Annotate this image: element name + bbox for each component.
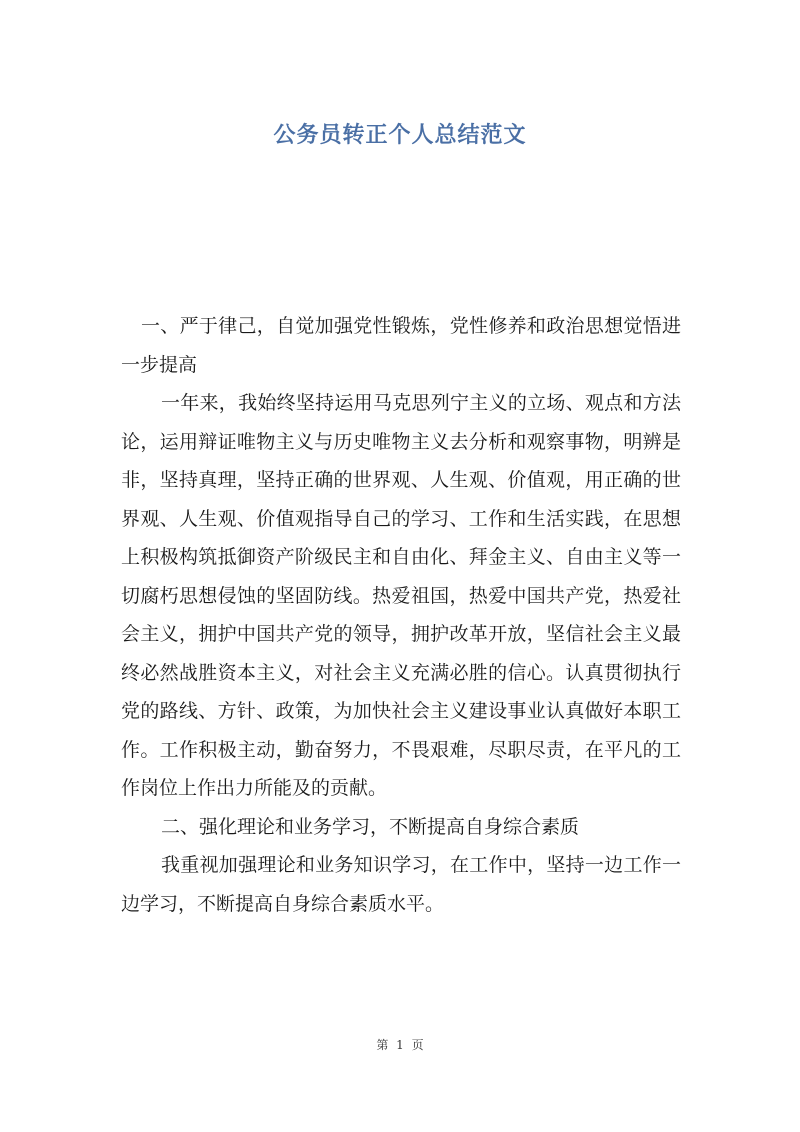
section-heading-2: 二、强化理论和业务学习，不断提高自身综合素质 [161, 815, 580, 838]
section-heading-1: 一、严于律己，自觉加强党性锻炼，党性修养和政治思想觉悟进一步提高 [121, 315, 681, 376]
document-body [121, 307, 681, 923]
body-paragraph-1: 一年来，我始终坚持运用马克思列宁主义的立场、观点和方法论，运用辩证唯物主义与历史唯物主义去分析和观察事物，明辨是非，坚持真理，坚持正确的世界观、人生观、价值观，用正确的世界观、人生观、价值观指导自己的学习、工作和生活实践，在思想上积极构筑抵御资产阶级民主和自由化、拜金主义、自由主义等一切腐朽思想侵蚀的坚固防线。热爱祖国，热爱中国共产党，热爱社会主义，拥护中国共产党的领导，拥护改革开放，坚信社会主义最终必然战胜资本主义，对社会主义充满必胜的信心。认真贯彻执行党的路线、方针、政策，为加快社会主义建设事业认真做好本职工作。工作积极主动，勤奋努力，不畏艰难，尽职尽责，在平凡的工作岗位上作出力所能及的贡献。 [121, 392, 681, 799]
page-number-suffix: 页 [411, 1038, 424, 1052]
document-title: 公务员转正个人总结范文 [273, 123, 527, 148]
page-number-prefix: 第 [376, 1038, 389, 1052]
page-footer [0, 1036, 800, 1053]
page-number: 1 [396, 1038, 404, 1052]
body-paragraph-2: 我重视加强理论和业务知识学习，在工作中，坚持一边工作一边学习，不断提高自身综合素质水平。 [121, 854, 681, 915]
